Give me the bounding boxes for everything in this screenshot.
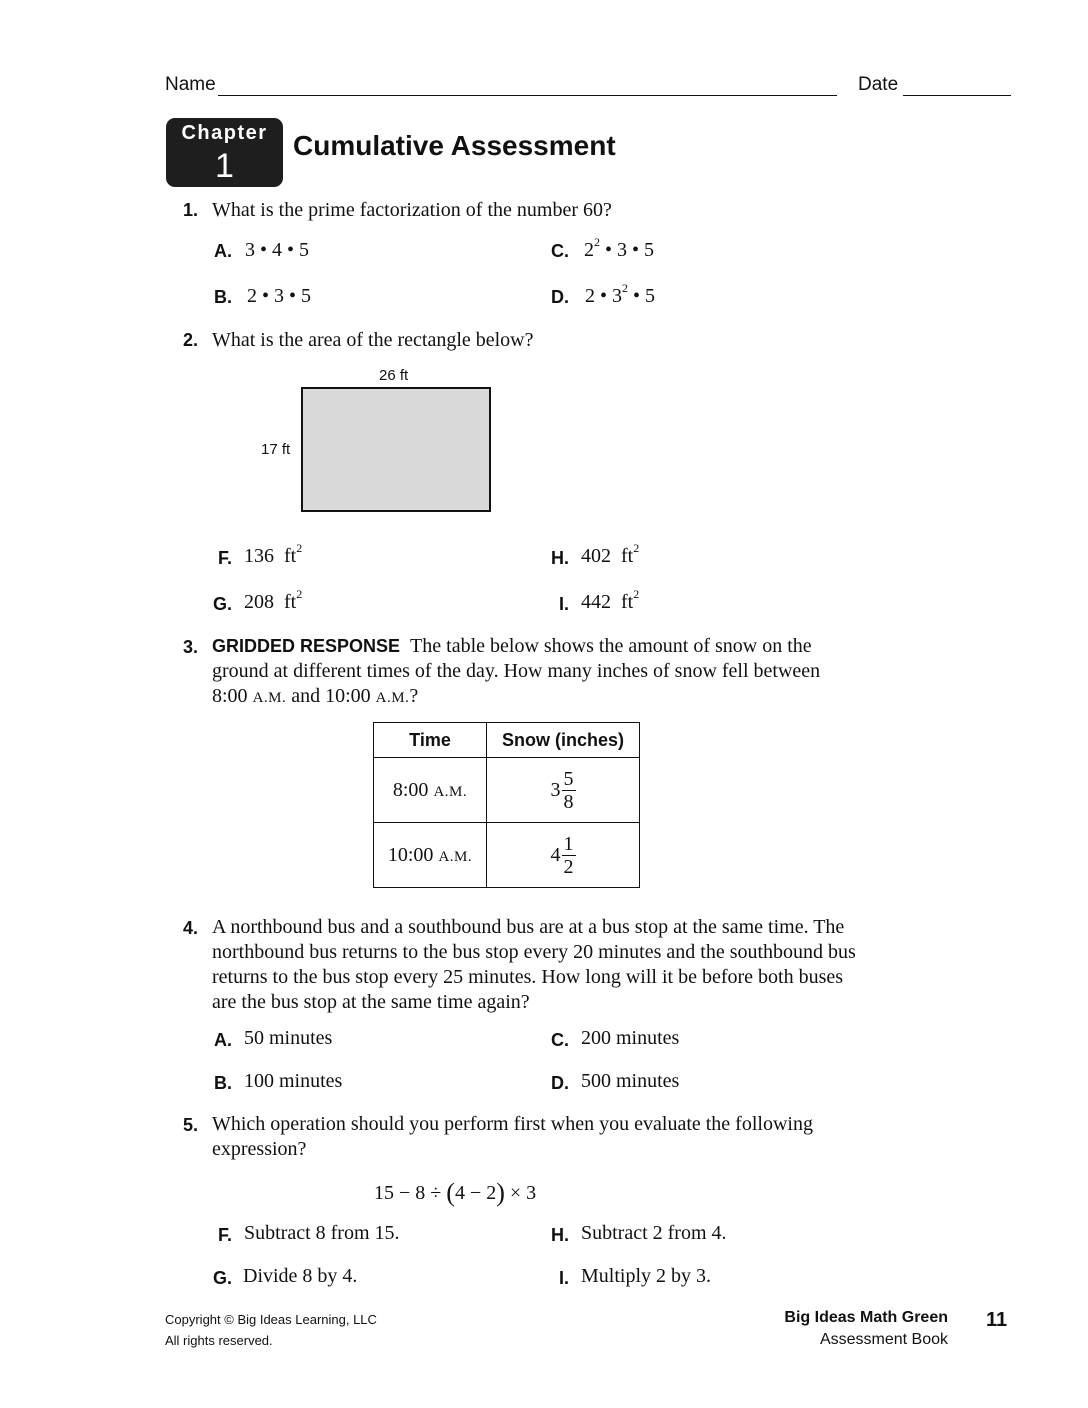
q1-option-d-rest: • 5: [628, 285, 656, 307]
q2-option-i-unit: ft: [621, 591, 634, 613]
table-header-snow: Snow (inches): [487, 723, 640, 758]
q1-option-a-text: 3 • 4 • 5: [245, 239, 310, 261]
table-row: [374, 758, 640, 823]
q4-number: 4.: [182, 918, 198, 938]
page-number: 11: [986, 1309, 1008, 1331]
rectangle-figure: [301, 387, 491, 512]
book-title: Big Ideas Math Green: [784, 1309, 948, 1326]
q2-option-f-unit: ft: [284, 545, 297, 567]
table-cell-time: [374, 758, 487, 823]
row2-fraction: [562, 833, 576, 878]
q5-expression: [374, 1176, 536, 1206]
expression-part-a: 15 − 8 ÷: [374, 1182, 447, 1204]
row1-whole: 3: [550, 778, 561, 801]
q2-option-f-text: [244, 541, 303, 568]
footer-copyright: [165, 1309, 377, 1351]
expression-close-paren: ): [496, 1178, 505, 1207]
table-cell-snow: [487, 758, 640, 823]
q3-line-1-text: The table below shows the amount of snow on the: [410, 635, 812, 657]
q2-text: What is the area of the rectangle below?: [212, 329, 534, 351]
q2-option-i-text: [581, 587, 640, 614]
q5-option-i-text: Multiply 2 by 3.: [581, 1265, 712, 1287]
row2-numerator: 1: [563, 832, 574, 855]
q5-line-2: expression?: [212, 1138, 307, 1160]
q2-option-g-text: [244, 587, 303, 614]
rectangle-height-label: 17 ft: [261, 441, 291, 458]
q4-option-c-letter[interactable]: C.: [551, 1030, 569, 1050]
q2-option-h-unit-exp: 2: [633, 541, 640, 555]
q2-option-h-letter[interactable]: H.: [551, 548, 569, 568]
q1-number: 1.: [182, 200, 198, 220]
q2-option-g-unit-exp: 2: [296, 587, 303, 601]
q5-option-f-text: Subtract 8 from 15.: [244, 1222, 400, 1244]
chapter-number: 1: [215, 147, 234, 185]
q4-line-3: returns to the bus stop every 25 minutes. How long will it be before both buses: [212, 966, 844, 988]
q1-option-b-letter[interactable]: B.: [214, 287, 232, 307]
q2-option-g-value: 208: [244, 591, 274, 613]
copyright-text: Copyright © Big Ideas Learning, LLC: [165, 1312, 377, 1327]
q1-option-d-exponent: 2: [622, 281, 629, 295]
q2-option-h-value: 402: [581, 545, 611, 567]
rectangle-width-label: 26 ft: [379, 367, 409, 384]
chapter-badge: [166, 118, 283, 187]
row1-numerator: 5: [563, 767, 574, 790]
footer-book: [784, 1307, 948, 1351]
expression-open-paren: (: [446, 1178, 455, 1207]
q2-option-h-unit: ft: [621, 545, 634, 567]
row1-ampm: A.M.: [433, 783, 468, 800]
q4-option-a-text: 50 minutes: [244, 1027, 333, 1049]
rights-text: All rights reserved.: [165, 1333, 273, 1348]
q2-option-f-unit-exp: 2: [296, 541, 303, 555]
q4-option-c-text: 200 minutes: [581, 1027, 680, 1049]
q4-option-d-letter[interactable]: D.: [551, 1073, 569, 1093]
snow-table: [373, 722, 640, 888]
q3-line-2: ground at different times of the day. How many inches of snow fell between: [212, 660, 821, 682]
gridded-response-label: GRIDDED RESPONSE: [212, 636, 401, 656]
q5-option-h-text: Subtract 2 from 4.: [581, 1222, 727, 1244]
table-header-time: Time: [374, 723, 487, 758]
q2-option-g-letter[interactable]: G.: [212, 594, 232, 614]
q1-option-d-pre: 2 • 3: [585, 285, 623, 307]
date-field-line[interactable]: [903, 95, 1011, 96]
table-cell-time: [374, 823, 487, 888]
table-cell-snow: [487, 823, 640, 888]
q4-option-b-text: 100 minutes: [244, 1070, 343, 1092]
q2-option-i-value: 442: [581, 591, 611, 613]
q1-option-c-rest: • 3 • 5: [600, 239, 655, 261]
page-title: Cumulative Assessment: [293, 130, 616, 161]
q1-option-d-letter[interactable]: D.: [551, 287, 569, 307]
q4-option-d-text: 500 minutes: [581, 1070, 680, 1092]
q3-line-3-b: and 10:00: [286, 685, 376, 707]
row2-mixed-number: [551, 833, 576, 878]
q4-line-1: A northbound bus and a southbound bus are at a bus stop at the same time. The: [212, 916, 845, 938]
q5-option-f-letter[interactable]: F.: [217, 1225, 232, 1245]
q4-text: [212, 915, 932, 1015]
q3-line-3-am-2: A.M.: [375, 690, 410, 706]
q2-option-f-value: 136: [244, 545, 274, 567]
row1-mixed-number: [551, 768, 576, 813]
q3-line-3-a: 8:00: [212, 685, 253, 707]
q5-option-g-letter[interactable]: G.: [212, 1268, 232, 1288]
q4-option-b-letter[interactable]: B.: [214, 1073, 232, 1093]
name-field-line[interactable]: [218, 95, 837, 96]
row2-ampm: A.M.: [438, 848, 473, 865]
row2-whole: 4: [550, 843, 561, 866]
q1-option-d-text: [585, 281, 656, 308]
date-label: Date: [858, 74, 899, 95]
q2-option-i-letter[interactable]: I.: [558, 594, 569, 614]
table-row: [374, 823, 640, 888]
q3-number: 3.: [182, 637, 198, 657]
q2-option-g-unit: ft: [284, 591, 297, 613]
q3-text: [212, 634, 912, 711]
q1-option-c-letter[interactable]: C.: [551, 241, 569, 261]
row2-time: 10:00: [387, 843, 439, 866]
q5-number: 5.: [182, 1115, 198, 1135]
q1-option-c-text: [584, 235, 655, 262]
row1-fraction: [562, 768, 576, 813]
q1-option-c-exponent: 2: [594, 235, 600, 249]
q1-text: What is the prime factorization of the number 60?: [212, 199, 612, 221]
q4-line-2: northbound bus returns to the bus stop every 20 minutes and the southbound bus: [212, 941, 856, 963]
q3-line-3: [212, 684, 912, 711]
q5-option-g-text: Divide 8 by 4.: [243, 1265, 358, 1287]
q5-option-i-letter[interactable]: I.: [558, 1268, 569, 1288]
q3-line-1: [212, 634, 912, 659]
q3-line-3-am-1: A.M.: [252, 690, 287, 706]
q2-number: 2.: [182, 330, 198, 350]
row1-time: 8:00: [392, 778, 434, 801]
book-subtitle: Assessment Book: [819, 1331, 948, 1348]
q2-option-h-text: [581, 541, 640, 568]
row1-denominator: 8: [563, 790, 574, 813]
chapter-word: Chapter: [181, 122, 268, 144]
q3-line-3-c: ?: [409, 685, 419, 707]
table-header-row: [374, 723, 640, 758]
row2-denominator: 2: [563, 855, 574, 878]
q1-option-c-base: 2: [584, 239, 594, 261]
q1-option-a-letter[interactable]: A.: [214, 241, 232, 261]
expression-part-b: × 3: [504, 1182, 537, 1204]
q4-line-4: are the bus stop at the same time again?: [212, 991, 530, 1013]
q2-option-i-unit-exp: 2: [633, 587, 640, 601]
q2-option-f-letter[interactable]: F.: [217, 548, 232, 568]
q1-option-b-text: 2 • 3 • 5: [247, 285, 312, 307]
q4-option-a-letter[interactable]: A.: [214, 1030, 232, 1050]
q5-option-h-letter[interactable]: H.: [551, 1225, 569, 1245]
name-label: Name: [165, 74, 216, 95]
expression-inner: 4 − 2: [454, 1182, 497, 1204]
q5-line-1: Which operation should you perform first when you evaluate the following: [212, 1113, 813, 1135]
q5-text: [212, 1112, 932, 1162]
